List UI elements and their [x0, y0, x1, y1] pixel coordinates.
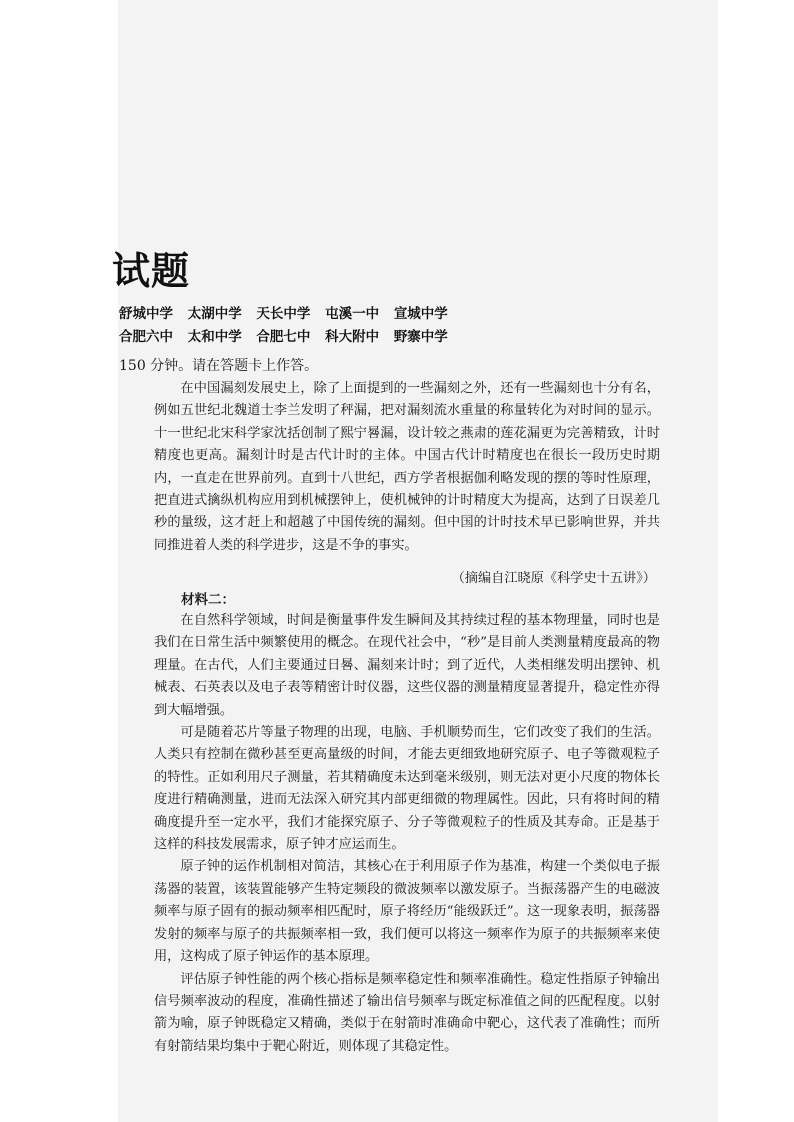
exam-instructions: 150 分钟。请在答题卡上作答。 — [119, 358, 319, 374]
material-2-passage — [154, 610, 660, 1058]
paragraph: 在自然科学领域，时间是衡量事件发生瞬间及其持续过程的基本物理量，同时也是我们在日常生活中频繁使用的概念。在现代社会中，“秒”是目前人类测量精度最高的物理量。在古代，人们主要通过日晷、漏刻来计时；到了近代，人类相继发明出摆钟、机械表、石英表以及电子表等精密计时仪器，这些仪器的测量精度显著提升，稳定性亦得到大幅增强。 — [154, 613, 660, 718]
page-title: 试题 — [112, 249, 191, 293]
paragraph: 可是随着芯片等量子物理的出现，电脑、手机顺势而生，它们改变了我们的生活。人类只有控制在微秒甚至更高量级的时间，才能去更细致地研究原子、电子等微观粒子的特性。正如利用尺子测量，若其精确度未达到毫米级别，则无法对更小尺度的物体长度进行精确测量，进而无法深入研究其内部更细微的物理属性。因此，只有将时间的精确度提升至一定水平，我们才能探究原子、分子等微观粒子的性质及其寿命。正是基于这样的科技发展需求，原子钟才应运而生。 — [154, 725, 660, 853]
paragraph: 原子钟的运作机制相对简洁，其核心在于利用原子作为基准，构建一个类似电子振荡器的装置，该装置能够产生特定频段的微波频率以激发原子。当振荡器产生的电磁波频率与原子固有的振动频率相匹配时，原子将经历“能级跃迁”。这一现象表明，振荡器发射的频率与原子的共振频率相一致，我们便可以将这一频率作为原子的共振频率来使用，这构成了原子钟运作的基本原理。 — [154, 859, 660, 965]
school-name: 宣城中学 — [393, 306, 448, 322]
schools-row-2 — [119, 325, 458, 345]
school-name: 合肥六中 — [119, 329, 173, 345]
school-name: 太和中学 — [187, 329, 242, 345]
material-1-passage — [154, 378, 660, 557]
paragraph: 评估原子钟性能的两个核心指标是频率稳定性和频率准确性。稳定性指原子钟输出信号频率波动的程度，准确性描述了输出信号频率与既定标准值之间的匹配程度。以射箭为喻，原子钟既稳定又精确，类似于在射箭时准确命中靶心，这代表了准确性；而所有射箭结果均集中于靶心附近，则体现了其稳定性。 — [154, 971, 660, 1054]
school-name: 合肥七中 — [256, 329, 311, 345]
schools-row-1 — [119, 302, 458, 322]
material-2-label: 材料二： — [181, 592, 235, 608]
school-name: 天长中学 — [256, 306, 311, 322]
school-name: 科大附中 — [325, 329, 380, 345]
school-name: 舒城中学 — [119, 306, 173, 322]
school-name: 屯溪一中 — [325, 306, 380, 322]
school-name: 太湖中学 — [187, 306, 242, 322]
school-name: 野寨中学 — [393, 329, 448, 345]
citation: （摘编自江晓原《科学史十五讲》） — [451, 571, 656, 586]
paragraph: 在中国漏刻发展史上，除了上面提到的一些漏刻之外，还有一些漏刻也十分有名，例如五世纪北魏道士李兰发明了秤漏，把对漏刻流水重量的称量转化为对时间的显示。十一世纪北宋科学家沈括创制了熙宁晷漏，设计较之燕肃的莲花漏更为完善精致，计时精度也更高。漏刻计时是古代计时的主体。中国古代计时精度也在很长一段历史时期内，一直走在世界前列。直到十八世纪，西方学者根据伽利略发现的摆的等时性原理，把直进式擒纵机构应用到机械摆钟上，使机械钟的计时精度大为提高，达到了日误差几秒的量级，这才赶上和超越了中国传统的漏刻。但中国的计时技术早已影响世界，并共同推进着人类的科学进步，这是不争的事实。 — [154, 381, 660, 553]
